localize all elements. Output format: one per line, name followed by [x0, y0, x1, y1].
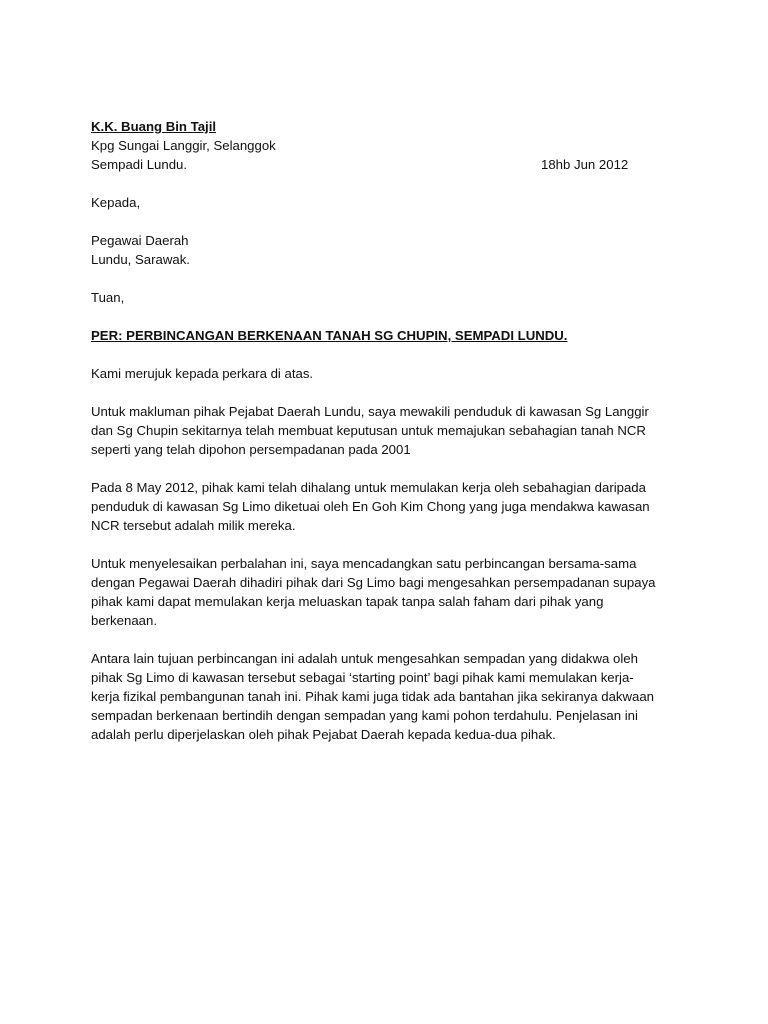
- paragraph-2: [91, 402, 691, 459]
- sender-address-line2: Sempadi Lundu.: [91, 157, 188, 172]
- paragraph-line: seperti yang telah dipohon persempadanan pada 2001: [91, 442, 411, 457]
- paragraph-line: Pada 8 May 2012, pihak kami telah dihalang untuk memulakan kerja oleh sebahagian daripada: [91, 480, 646, 495]
- paragraph-3: [91, 478, 691, 535]
- sender-address-line1: Kpg Sungai Langgir, Selanggok: [91, 138, 276, 153]
- greeting: Tuan,: [91, 290, 125, 305]
- paragraph-line: sempadan berkenaan bertindih dengan sempadan yang kami pohon terdahulu. Penjelasan ini: [91, 708, 638, 723]
- greeting-block: [91, 288, 691, 307]
- letter-subject: PER: PERBINCANGAN BERKENAAN TANAH SG CHUPIN, SEMPADI LUNDU.: [91, 328, 568, 343]
- paragraph-line: pihak kami dapat memulakan kerja meluaskan tapak tanpa salah faham dari pihak yang: [91, 594, 604, 609]
- paragraph-line: Untuk makluman pihak Pejabat Daerah Lundu, saya mewakili penduduk di kawasan Sg Langgir: [91, 404, 649, 419]
- paragraph-line: adalah perlu diperjelaskan oleh pihak Pejabat Daerah kepada kedua-dua pihak.: [91, 727, 556, 742]
- recipient-block: [91, 231, 691, 269]
- paragraph-4: [91, 554, 691, 630]
- paragraph-line: berkenaan.: [91, 613, 157, 628]
- recipient-salutation-block: [91, 193, 691, 212]
- paragraph-line: dan Sg Chupin sekitarnya telah membuat keputusan untuk memajukan sebahagian tanah NCR: [91, 423, 646, 438]
- paragraph-line: Antara lain tujuan perbincangan ini adalah untuk mengesahkan sempadan yang didakwa oleh: [91, 651, 638, 666]
- paragraph-line: Untuk menyelesaikan perbalahan ini, saya mencadangkan satu perbincangan bersama-sama: [91, 556, 637, 571]
- paragraph-line: NCR tersebut adalah milik mereka.: [91, 518, 296, 533]
- sender-name: K.K. Buang Bin Tajil: [91, 119, 217, 134]
- paragraph-line: penduduk di kawasan Sg Limo diketuai oleh En Goh Kim Chong yang juga mendakwa kawasan: [91, 499, 650, 514]
- paragraph-line: dengan Pegawai Daerah dihadiri pihak dari Sg Limo bagi mengesahkan persempadanan supaya: [91, 575, 656, 590]
- recipient-line1: Pegawai Daerah: [91, 233, 189, 248]
- recipient-salutation: Kepada,: [91, 195, 141, 210]
- paragraph-5: [91, 649, 691, 744]
- paragraph-1: [91, 364, 691, 383]
- letter-date: 18hb Jun 2012: [541, 157, 629, 172]
- paragraph-line: Kami merujuk kepada perkara di atas.: [91, 366, 314, 381]
- recipient-line2: Lundu, Sarawak.: [91, 252, 190, 267]
- paragraph-line: kerja fizikal pembangunan tanah ini. Pihak kami juga tidak ada bantahan jika sekiranya dakwaan: [91, 689, 655, 704]
- paragraph-line: pihak Sg Limo di kawasan tersebut sebagai ‘starting point’ bagi pihak kami memulakan kerja-: [91, 670, 634, 685]
- subject-block: [91, 326, 691, 345]
